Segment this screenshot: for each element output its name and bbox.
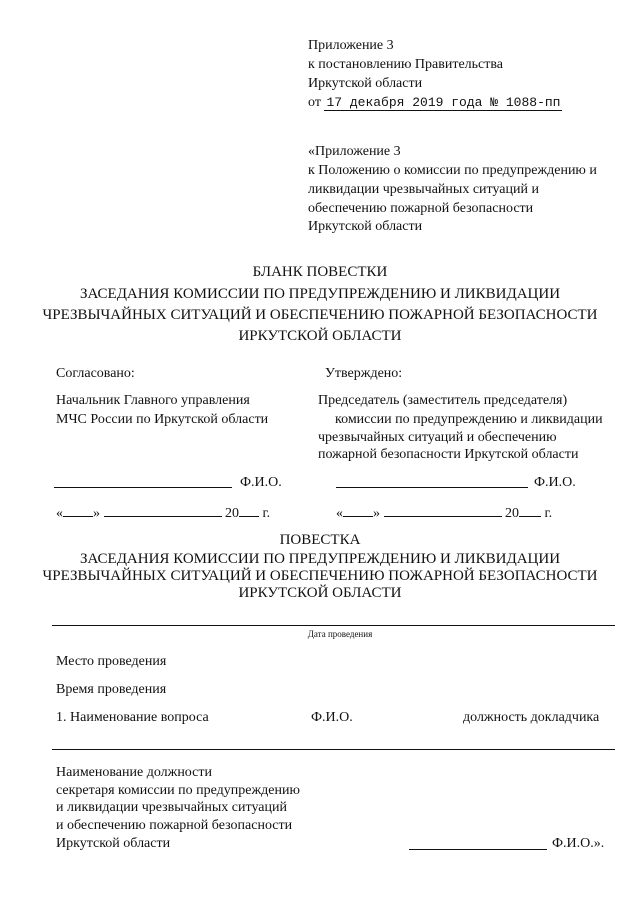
question-line — [52, 749, 615, 750]
question-fio: Ф.И.О. — [311, 710, 353, 725]
approved-day-blank — [343, 502, 373, 517]
title-line-1: БЛАНК ПОВЕСТКИ — [252, 264, 388, 280]
secretary-line-1: Наименование должности — [56, 765, 212, 780]
approved-date — [336, 502, 552, 524]
approved-signature-line — [336, 487, 528, 488]
header-line-3: Иркутской области — [308, 76, 423, 91]
agreed-fio: Ф.И.О. — [240, 475, 282, 490]
secretary-fio: Ф.И.О.». — [552, 836, 605, 851]
agreed-role-1: Начальник Главного управления — [56, 393, 250, 408]
place-label: Место проведения — [56, 654, 167, 669]
agenda-line-1: ПОВЕСТКА — [279, 532, 361, 548]
appendix-line-1: «Приложение 3 — [308, 144, 401, 159]
appendix-line-5: Иркутской области — [308, 219, 423, 234]
agreed-label: Согласовано: — [56, 366, 135, 381]
agreed-quote-close: » — [93, 506, 100, 521]
agreed-year-prefix: 20 — [225, 506, 239, 521]
time-label: Время проведения — [56, 682, 167, 697]
agreed-month-blank — [104, 502, 222, 517]
question-name: 1. Наименование вопроса — [56, 710, 209, 725]
agreed-signature-line — [54, 487, 232, 488]
approved-role-1: Председатель (заместитель председателя) — [318, 393, 568, 408]
approved-year-blank — [519, 502, 541, 517]
secretary-line-4: и обеспечению пожарной безопасности — [56, 818, 293, 833]
secretary-line-3: и ликвидации чрезвычайных ситуаций — [56, 800, 287, 815]
secretary-line-5: Иркутской области — [56, 836, 171, 851]
question-position: должность докладчика — [463, 710, 600, 725]
header-date-prefix: от — [308, 95, 321, 110]
approved-label: Утверждено: — [325, 366, 403, 381]
header-date-value: 17 декабря 2019 года № 1088-пп — [326, 95, 561, 110]
header-line-2: к постановлению Правительства — [308, 57, 504, 72]
appendix-line-4: обеспечению пожарной безопасности — [308, 201, 534, 216]
date-line — [52, 625, 615, 626]
agreed-day-blank — [63, 502, 93, 517]
header-line-1: Приложение 3 — [308, 38, 394, 53]
agreed-role-2: МЧС России по Иркутской области — [56, 412, 269, 427]
agenda-line-3: ЧРЕЗВЫЧАЙНЫХ СИТУАЦИЙ И ОБЕСПЕЧЕНИЮ ПОЖАРНОЙ БЕЗОПАСНОСТИ — [42, 568, 598, 584]
approved-role-4: пожарной безопасности Иркутской области — [318, 447, 579, 462]
approved-role-3: чрезвычайных ситуаций и обеспечению — [318, 430, 557, 445]
approved-month-blank — [384, 502, 502, 517]
agreed-date — [56, 502, 270, 524]
title-line-3: ЧРЕЗВЫЧАЙНЫХ СИТУАЦИЙ И ОБЕСПЕЧЕНИЮ ПОЖАРНОЙ БЕЗОПАСНОСТИ — [42, 307, 598, 323]
secretary-signature-line — [409, 849, 547, 850]
approved-fio: Ф.И.О. — [534, 475, 576, 490]
agenda-line-4: ИРКУТСКОЙ ОБЛАСТИ — [238, 585, 402, 601]
date-caption: Дата проведения — [307, 629, 373, 639]
agreed-quote-open: « — [56, 506, 63, 521]
approved-year-suffix: г. — [541, 506, 553, 521]
approved-quote-close: » — [373, 506, 380, 521]
agreed-year-blank — [239, 502, 259, 517]
agreed-year-suffix: г. — [259, 506, 271, 521]
approved-role-2: комиссии по предупреждению и ликвидации — [335, 412, 603, 427]
secretary-line-2: секретаря комиссии по предупреждению — [56, 783, 300, 798]
header-date — [308, 93, 562, 113]
title-line-4: ИРКУТСКОЙ ОБЛАСТИ — [238, 328, 402, 344]
approved-quote-open: « — [336, 506, 343, 521]
appendix-line-3: ликвидации чрезвычайных ситуаций и — [308, 182, 539, 197]
approved-year-prefix: 20 — [505, 506, 519, 521]
appendix-line-2: к Положению о комиссии по предупреждению и — [308, 163, 597, 178]
title-line-2: ЗАСЕДАНИЯ КОМИССИИ ПО ПРЕДУПРЕЖДЕНИЮ И ЛИКВИДАЦИИ — [79, 286, 561, 302]
agenda-line-2: ЗАСЕДАНИЯ КОМИССИИ ПО ПРЕДУПРЕЖДЕНИЮ И ЛИКВИДАЦИИ — [79, 551, 561, 567]
